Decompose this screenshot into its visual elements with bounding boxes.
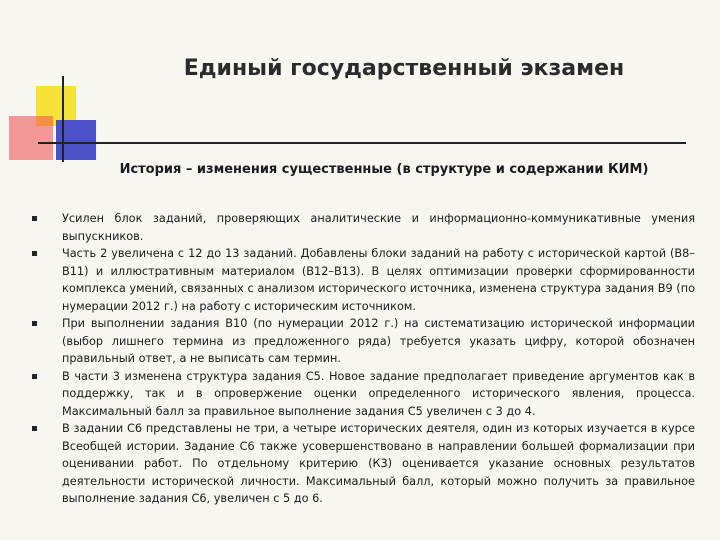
bullet-square-icon: [32, 420, 62, 508]
list-item: [32, 420, 695, 508]
list-item: [32, 368, 695, 421]
bullet-list: [32, 210, 695, 508]
bullet-square-icon: [32, 315, 62, 368]
decor-red-square: [9, 116, 53, 160]
bullet-square-icon: [32, 245, 62, 315]
bullet-text: В части 3 изменена структура задания С5. Новое задание предполагает приведение аргументов как в поддержку, так и в опровержение оценки определенного исторического явления, процесса. Максимальный балл за правильное выполнение задания С5 увеличен с 3 до 4.: [62, 369, 695, 418]
slide-subtitle: История – изменения существенные (в структуре и содержании КИМ): [119, 162, 649, 177]
bullet-text: При выполнении задания В10 (по нумерации 2012 г.) на систематизацию исторической информации (выбор лишнего термина из предложенного ряда) требуется указать цифру, которой обозначен правильный ответ, а не выписать сам термин.: [62, 317, 695, 365]
bullet-text: В задании С6 представлены не три, а четыре исторических деятеля, один из которых изучается в курсе Всеобщей истории. Задание С6 также усовершенствовано в направлении большей формализации при оценивании работ. По отдельному критерию (К3) оценивается указание основных результатов деятельности исторической личности. Максимальный балл, который можно получить за правильное выполнение задания С6, увеличен с 5 до 6.: [62, 422, 695, 505]
list-item: [32, 245, 695, 315]
bullet-text: Усилен блок заданий, проверяющих аналитические и информационно-коммуникативные умения выпускников.: [62, 212, 695, 243]
decor-vertical-line: [62, 76, 64, 162]
title-divider-line: [38, 142, 686, 144]
bullet-square-icon: [32, 368, 62, 421]
bullet-text: Часть 2 увеличена с 12 до 13 заданий. Добавлены блоки заданий на работу с исторической картой (В8–В11) и иллюстративным материалом (В12–В13). В целях оптимизации проверки сформированности комплекса умений, связанных с анализом исторического источника, изменена структура задания В9 (по нумерации 2012 г.) на работу с историческим источником.: [62, 247, 695, 313]
bullet-square-icon: [32, 210, 62, 245]
slide-title: Единый государственный экзамен: [183, 56, 625, 81]
list-item: [32, 315, 695, 368]
list-item: [32, 210, 695, 245]
